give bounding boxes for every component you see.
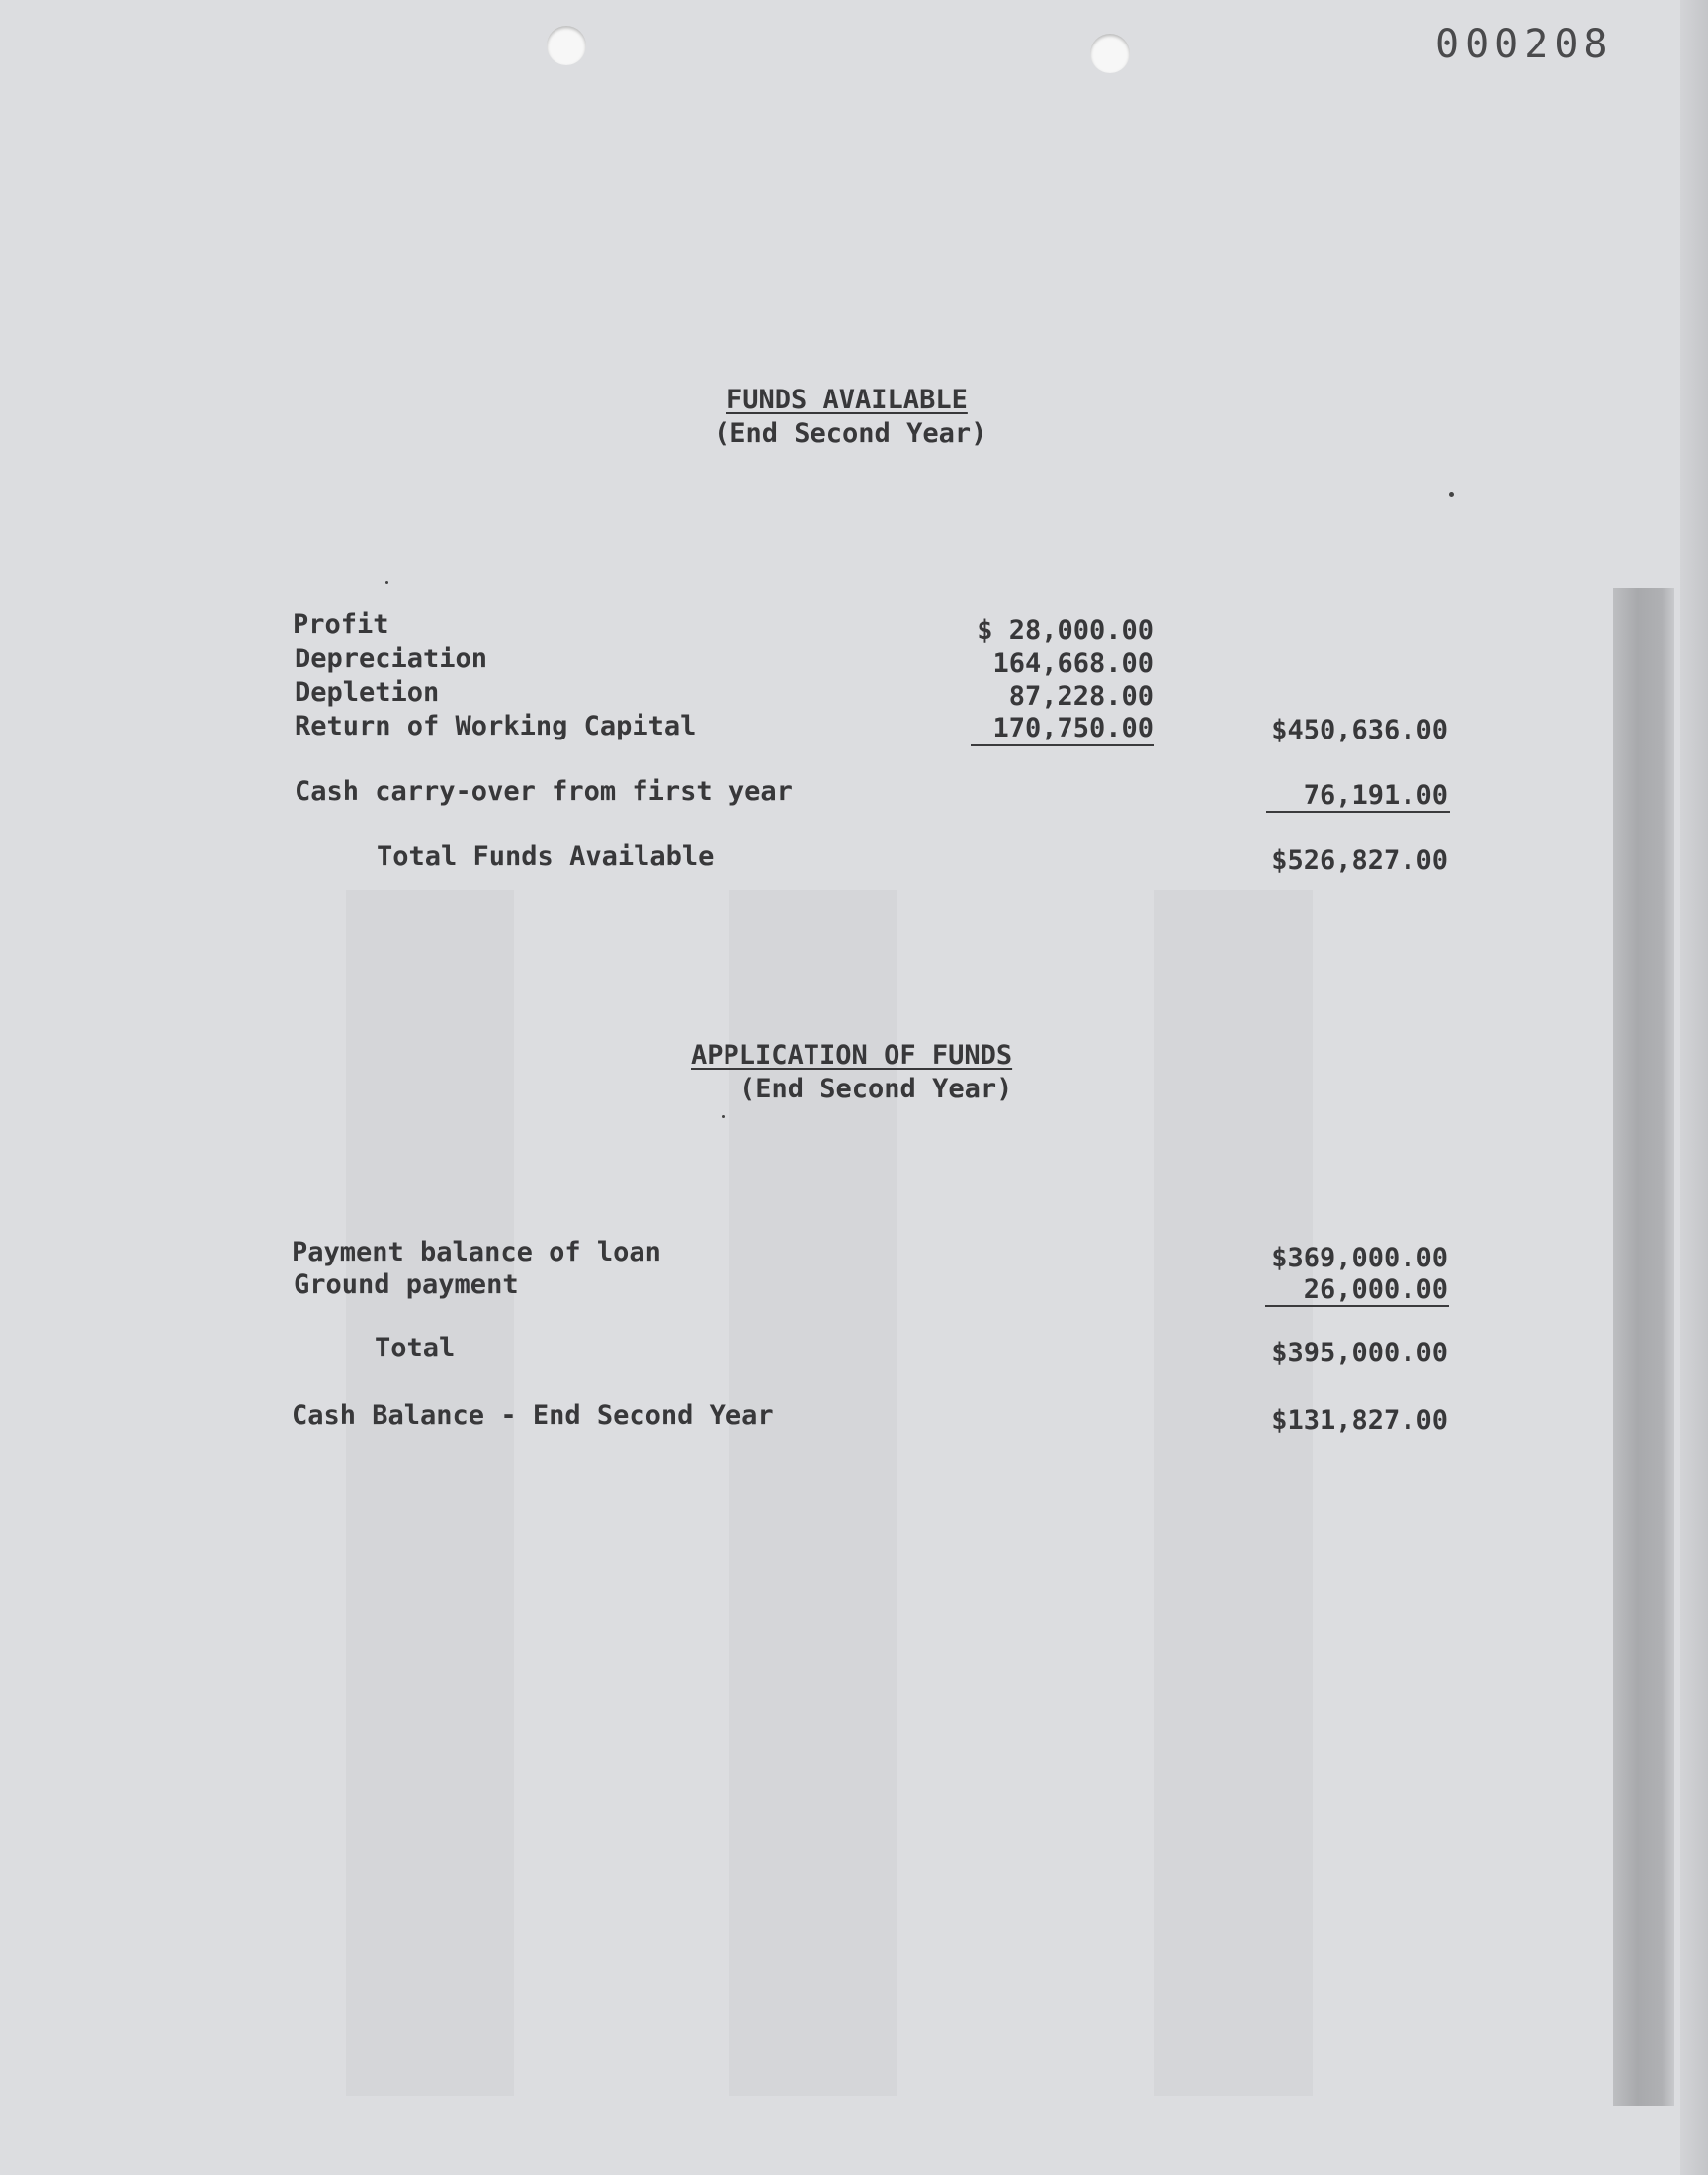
subtotal-rule [971, 744, 1154, 746]
item-amount-return-working-capital: 170,750.00 [992, 713, 1153, 743]
item-amount-depletion: 87,228.00 [1008, 681, 1153, 712]
application-total-amount: $395,000.00 [1271, 1338, 1448, 1368]
item-amount-depreciation: 164,668.00 [992, 649, 1153, 679]
bleed-through-column [1154, 890, 1313, 2096]
cash-balance-amount: $131,827.00 [1271, 1405, 1448, 1436]
cash-balance-label: Cash Balance - End Second Year [292, 1400, 774, 1431]
application-subtitle: (End Second Year) [739, 1074, 1013, 1104]
item-label-depletion: Depletion [295, 677, 440, 708]
document-number: 000208 [1435, 22, 1614, 67]
item-amount-profit: $ 28,000.00 [977, 615, 1153, 646]
application-total-label: Total [375, 1333, 456, 1363]
total-funds-amount: $526,827.00 [1271, 845, 1448, 876]
carry-over-rule [1266, 811, 1450, 813]
total-funds-label: Total Funds Available [377, 841, 715, 872]
item-label-depreciation: Depreciation [295, 644, 488, 674]
bleed-through-column [346, 890, 514, 2096]
ink-speck [1449, 492, 1454, 497]
funds-subtotal: $450,636.00 [1271, 715, 1448, 745]
edge-shadow [1613, 588, 1674, 2106]
carry-over-amount: 76,191.00 [1303, 780, 1448, 811]
loan-payment-label: Payment balance of loan [292, 1237, 661, 1267]
funds-available-title: FUNDS AVAILABLE [726, 385, 968, 415]
carry-over-label: Cash carry-over from first year [295, 776, 793, 807]
item-label-profit: Profit [293, 609, 389, 640]
ink-speck [722, 1115, 725, 1118]
item-label-return-working-capital: Return of Working Capital [295, 711, 697, 741]
punch-hole [1090, 34, 1130, 73]
funds-available-subtitle: (End Second Year) [714, 418, 987, 449]
application-rule [1265, 1305, 1449, 1307]
punch-hole [547, 26, 586, 65]
ground-payment-label: Ground payment [294, 1269, 519, 1300]
ink-speck [385, 581, 388, 584]
ground-payment-amount: 26,000.00 [1303, 1274, 1448, 1305]
application-title: APPLICATION OF FUNDS [691, 1040, 1013, 1071]
loan-payment-amount: $369,000.00 [1271, 1243, 1448, 1273]
paper-edge [1680, 0, 1708, 2175]
